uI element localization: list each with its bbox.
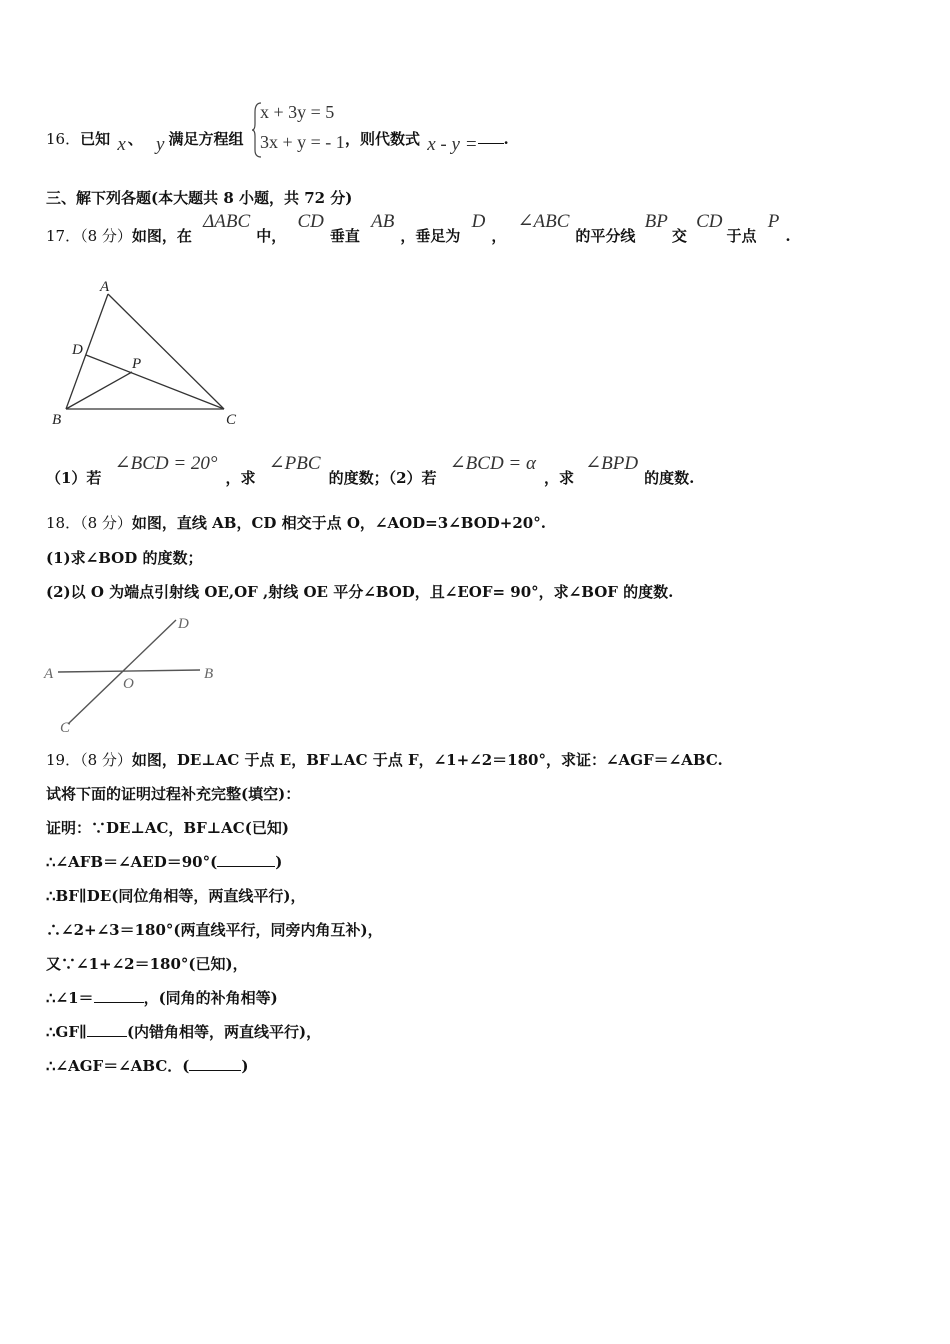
q17-m7: CD: [696, 211, 723, 232]
q16-var-y: y: [156, 134, 165, 155]
q16-eq1: x + 3y = 5: [260, 102, 335, 122]
segment-BP: [66, 372, 132, 409]
q17-m8: P: [767, 211, 780, 232]
q19-p2b: ): [275, 853, 283, 871]
q18-lines-figure: [40, 612, 230, 737]
q17-sub1-cond: ∠BCD = 20°: [114, 453, 218, 474]
q17-sub1-label: （1）若: [46, 469, 102, 487]
q17-sub2-label: （2）若: [388, 469, 437, 487]
q18-label-B: B: [204, 666, 214, 682]
q16-text-then: ，则代数式: [345, 130, 421, 148]
q19-p8b: ): [241, 1057, 249, 1075]
q17-label-D: D: [72, 342, 83, 358]
q17-m1: ΔABC: [203, 211, 251, 232]
q17-m6: BP: [644, 211, 668, 232]
q19-proof-line-7: [46, 1021, 321, 1042]
q18-label-C: C: [60, 720, 71, 736]
q17-label-C: C: [226, 412, 237, 428]
q17-number: 17．: [46, 227, 81, 245]
q17-triangle-figure: [46, 276, 246, 431]
q17-t9: .: [785, 227, 791, 245]
q18-number: 18．: [46, 514, 81, 532]
q17-t6: 的平分线: [575, 227, 636, 245]
q19-blank-4[interactable]: [189, 1070, 241, 1071]
q17-label-B: B: [52, 412, 62, 428]
line-AB: [58, 670, 200, 672]
q17-sub2-target: ∠BPD: [585, 453, 639, 474]
q17-t2: 中，: [256, 227, 287, 245]
q18-part1: (1)求∠BOD 的度数；: [46, 549, 203, 567]
q16-number: 16．: [46, 130, 81, 148]
q19-p6b: ，(同角的补角相等): [143, 989, 278, 1007]
q17-label-A: A: [100, 279, 110, 295]
q19-blank-1[interactable]: [217, 866, 275, 867]
q19-proof-line-2: [46, 851, 282, 872]
q16-expr: x - y =: [427, 134, 478, 155]
q18-score: （8 分）: [80, 514, 132, 532]
q17-t4: ，垂足为: [400, 227, 461, 245]
q18-label-O: O: [123, 676, 134, 692]
q16-text-satisfy: 满足方程组: [168, 130, 244, 148]
segment-CD: [86, 355, 224, 409]
q16-var-x: x: [117, 134, 126, 155]
q17-t1: 如图，在: [131, 227, 192, 245]
q17-t3: 垂直: [329, 227, 360, 245]
q17-m2: CD: [297, 211, 324, 232]
q19-line: [46, 749, 723, 770]
q18-label-A: A: [44, 666, 54, 682]
q17-m3: AB: [371, 211, 395, 232]
q19-text: 如图，DE⊥AC 于点 E，BF⊥AC 于点 F，∠1+∠2＝180°，求证：∠AGF＝∠ABC.: [131, 751, 723, 769]
q17-label-P: P: [132, 356, 142, 372]
q19-blank-2[interactable]: [94, 1002, 144, 1003]
q19-p6a: ∴∠1＝: [46, 989, 94, 1007]
q19-p8a: ∴∠AGF＝∠ABC．(: [46, 1057, 190, 1075]
segment-AC: [108, 294, 224, 409]
q17-sub1-target: ∠PBC: [268, 453, 321, 474]
q19-proof-line-1: 证明：∵DE⊥AC，BF⊥AC(已知): [46, 819, 289, 837]
q18-line: [46, 512, 546, 533]
q17-t5: ，: [491, 227, 507, 245]
q17-t8: 于点: [726, 227, 757, 245]
q19-proof-line-4: ∴∠2+∠3＝180°(两直线平行，同旁内角互补)，: [46, 921, 383, 939]
q17-t7: 交: [671, 227, 687, 245]
q16-line: [46, 128, 244, 155]
q19-score: （8 分）: [80, 751, 132, 769]
q18-label-D: D: [178, 616, 189, 632]
q17-sub1-end: 的度数；: [328, 469, 389, 487]
q17-m5: ∠ABC: [517, 211, 570, 232]
q17-sub2-ask: ，求: [543, 469, 574, 487]
q17-sub2-end: 的度数.: [644, 469, 695, 487]
q17-score: （8 分）: [80, 227, 132, 245]
q17-subquestions: [46, 453, 695, 489]
q16-answer-blank[interactable]: [478, 143, 504, 144]
q18-part2: (2)以 O 为端点引射线 OE,OF ,射线 OE 平分∠BOD，且∠EOF= 90°，求∠BOF 的度数.: [46, 583, 674, 601]
q19-proof-line-3: ∴BF∥DE(同位角相等，两直线平行)，: [46, 887, 306, 905]
q16-end: .: [503, 130, 509, 148]
q19-proof-line-6: [46, 987, 278, 1008]
q19-proof-line-8: [46, 1055, 249, 1076]
q16-line-tail: [345, 128, 509, 155]
q16-sep: 、: [127, 130, 143, 148]
q17-sub1-ask: ，求: [225, 469, 256, 487]
q19-blank-3[interactable]: [87, 1036, 127, 1037]
q17-sub2-cond: ∠BCD = α: [449, 453, 536, 474]
q19-proof-line-5: 又∵∠1+∠2＝180°(已知)，: [46, 955, 248, 973]
q17-line: [46, 211, 791, 247]
q19-instruction: 试将下面的证明过程补充完整(填空)：: [46, 785, 301, 803]
q16-eq2: 3x + y = - 1: [260, 132, 345, 152]
q19-number: 19．: [46, 751, 81, 769]
q16-text-known: 已知: [80, 130, 111, 148]
q19-p7b: (内错角相等，两直线平行)，: [126, 1023, 322, 1041]
q17-m4: D: [471, 211, 486, 232]
section-title: 三、解下列各题(本大题共 8 小题，共 72 分): [46, 189, 353, 207]
q19-p7a: ∴GF∥: [46, 1023, 87, 1041]
q19-p2a: ∴∠AFB＝∠AED＝90°(: [46, 853, 218, 871]
q18-text: 如图，直线 AB，CD 相交于点 O，∠AOD=3∠BOD+20°.: [131, 514, 546, 532]
